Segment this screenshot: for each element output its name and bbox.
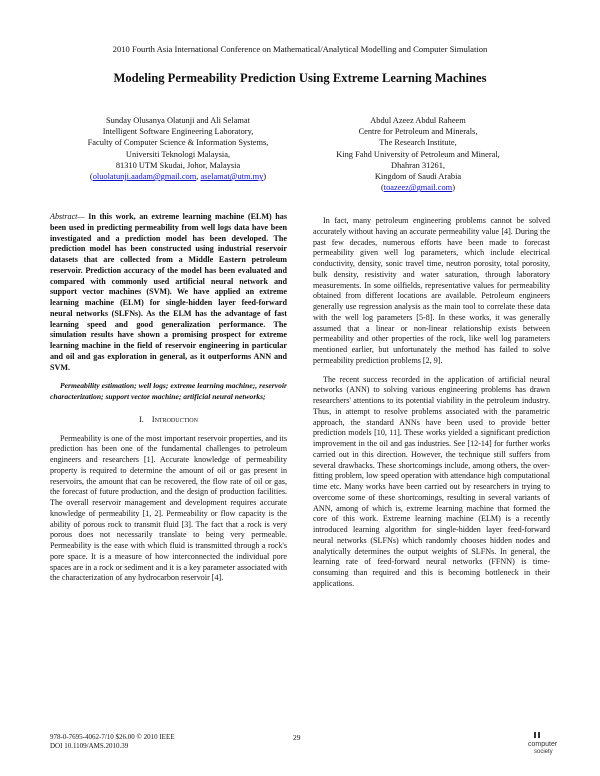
logo-text-top: computer <box>528 741 558 748</box>
keywords: Permeability estimation; well logs; extreme learning machine;, reservoir characterization; support vector machine; artificial neural networks; <box>50 381 287 401</box>
paper-title: Modeling Permeability Prediction Using Extreme Learning Machines <box>113 71 487 85</box>
email-link[interactable]: toazeez@gmail.com <box>383 183 453 193</box>
logo-text-bottom: society <box>534 749 553 755</box>
abstract-label: Abstract— <box>50 212 85 221</box>
author-name: Abdul Azeez Abdul Raheem <box>370 116 466 125</box>
doi-line: DOI 10.1109/AMS.2010.39 <box>50 742 129 750</box>
conference-header: 2010 Fourth Asia International Conference on Mathematical/Analytical Modelling and Computer Simulation <box>112 44 488 54</box>
author-affiliation: Intelligent Software Engineering Laboratory, <box>102 127 254 137</box>
page-number: 29 <box>293 733 301 742</box>
author-name: Sunday Olusanya Olatunji and Ali Selamat <box>106 116 250 125</box>
author-block-1 <box>58 115 298 182</box>
author-emails: (oluolatunji.aadam@gmail.com, aselamat@utm.my) <box>89 172 267 182</box>
author-affiliation: Dhahran 31261, <box>391 160 445 170</box>
right-column <box>313 216 550 598</box>
author-affiliation: Centre for Petroleum and Minerals, <box>358 127 478 137</box>
author-block-2 <box>298 115 538 193</box>
author-emails: (toazeez@gmail.com) <box>381 183 455 193</box>
abstract-text: In this work, an extreme learning machine (ELM) has been used in predicting permeability from well logs data have been investigated and a prediction model has been developed. The prediction model has been constructed using industrial reservoir datasets that are collected from a Middle Eastern petroleum reservoir. Prediction accuracy of the model has been evaluated and compared with commonly used artificial neural network and support vector machines (SVM). We have applied an extreme learning machine (ELM) for single-hidden layer feed-forward neural networks (SLFNs). As the ELM has the advantage of fast learning speed and good generalization performance. The simulation results have shown a promising prospect for extreme learning machine in the field of reservoir engineering in particular and oil and gas exploration in general, as it outperforms ANN and SVM. <box>50 212 287 372</box>
copyright-footer <box>50 733 175 751</box>
author-affiliation: Kingdom of Saudi Arabia <box>374 172 462 182</box>
author-affiliation: The Research Institute, <box>379 138 457 148</box>
author-affiliation: King Fahd University of Petroleum and Mineral, <box>336 149 500 159</box>
author-affiliation: Faculty of Computer Science & Information Systems, <box>87 138 269 148</box>
left-column <box>50 212 287 592</box>
paragraph: In fact, many petroleum engineering problems cannot be solved accurately without having an accurate permeability value [4]. During the past few decades, numerous efforts have been made to forecast permeability given well log parameters, which include electrical conductivity, density, sonic travel time, neutron porosity, total porosity, bulk density, resistivity and water saturation, through laboratory measurements. In some oilfields, representative values for permeability obtained from different locations are available. Petroleum engineers generally use regression analysis as the main tool to correlate these data with the well log parameters [5-8]. In these works, it was generally assumed that a linear or non-linear relationship exists between permeability and other properties of the rock, like well log parameters mentioned earlier, but unfortunately the method has failed to solve permeability prediction problems [2, 9]. <box>313 216 550 365</box>
copyright-line: 978-0-7695-4062-7/10 $26.00 © 2010 IEEE <box>50 733 175 741</box>
abstract <box>50 212 287 373</box>
email-link[interactable]: aselamat@utm.my <box>200 172 264 182</box>
email-link[interactable]: oluolatunji.aadam@gmail.com <box>92 172 197 182</box>
author-affiliation: Universiti Teknologi Malaysia, <box>125 149 231 159</box>
paragraph: Permeability is one of the most important reservoir properties, and its prediction has been one of the fundamental challenges to petroleum engineers and researchers [1]. Accurate knowledge of permeability property is required to determine the amount of oil or gas present in reservoirs, the amount that can be recovered, the flow rate of oil or gas, the forecast of future production, and the design of production facilities. The overall reservoir management and development requires accurate knowledge of permeability [1, 2]. Permeability or flow capacity is the ability of porous rock to transmit fluid [3]. The fact that a rock is very porous does not necessarily translate to being very permeable. Permeability is the ease with which fluid is transmitted through a rock's pore space. It is a measure of how interconnected the individual pore spaces are in a rock or sediment and it is a key parameter associated with the characterization of any hydrocarbon reservoir [4]. <box>50 433 287 583</box>
paragraph: The recent success recorded in the application of artificial neural networks (ANN) to solving various engineering problems has drawn researchers' attentions to its potential viability in the petroleum industry. Thus, in attempt to resolve problems associated with the parametric approach, the standard ANNs have been used to provide better prediction models [10, 11]. These works yielded a significant prediction improvement in the oil and gas industries. See [12-14] for further works carried out in this direction. However, the technique still suffers from several drawbacks. These shortcomings include, among others, the over-fitting problem, low speed operation with attendance high computational time etc. Many works have been carried out by researchers in trying to overcome some of these shortcomings, resulting in several variants of ANN, among of which is, extreme learning machine that formed the core of this work. Extreme learning machine (ELM) is a recently introduced learning algorithm for single-hidden layer feed-forward neural networks (SLFNs) which randomly chooses hidden nodes and analytically determines the output weights of SLFNs. In general, the learning rate of feed-forward neural networks (FFNN) is time-consuming than required and this is becoming bottleneck in their applications. <box>313 374 550 588</box>
author-affiliation: 81310 UTM Skudai, Johor, Malaysia <box>115 160 241 170</box>
ieee-computer-society-logo <box>524 732 564 756</box>
section-heading: I. Introduction <box>139 414 198 424</box>
